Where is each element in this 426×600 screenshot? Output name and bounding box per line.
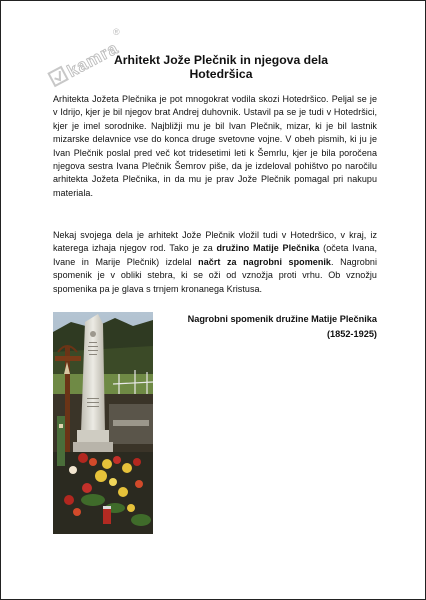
registered-mark: ® <box>113 27 120 37</box>
paragraph-2-text-2: (očeta Ivana, Ivane in Marije Plečnik) izdelal <box>53 243 377 267</box>
title-line-1: Arhitekt Jože Plečnik in njegova dela <box>113 53 329 67</box>
photo-caption <box>161 312 377 341</box>
title-line-2: Hotedršica <box>189 67 253 81</box>
caption-line-2: (1852-1925) <box>326 328 377 339</box>
paragraph-1: Arhitekta Jožeta Plečnika je pot mnogokrat vodila skozi Hotedršico. Peljal se je v Idrijo, kjer je bil njegov brat Andrej duhovnik. Ustavil pa se je tudi v Hotedršici, kjer je imel sorodnike. Najbližji mu je bil Ivan Plečnik, mizar, ki je bil lastnik mizarske delavnice vse do konca druge svetovne vojne. V obeh pismih, ki ju je Ivan Plečnik poslal pred več kot tridesetimi leti k Šemrlu, kjer je bila poročena njegova sestra Ivana Plečnik Šemrov piše, da je izdeloval pohištvo po naročilu arhitekta Jožeta Plečnika, in da mu je prav Jože Plečnik pomagal pri nakupu materiala. <box>53 94 377 198</box>
paragraph-2-bold-2: načrt za nagrobni spomenik <box>198 256 331 267</box>
caption-line-1: Nagrobni spomenik družine Matije Plečnika <box>187 314 377 324</box>
paragraph-2-text-1: Nekaj svojega dela je arhitekt Jože Plečnik vložil tudi v Hotedršico, v kraj, iz katerega izhaja njegov rod. Tako je za <box>53 230 377 254</box>
gravestone-photo <box>53 312 153 534</box>
paragraph-2-bold-1: družino Matije Plečnika <box>216 243 320 254</box>
logo-text: kamra <box>64 38 122 81</box>
paragraph-2 <box>53 229 377 296</box>
gravestone-photo-svg <box>53 312 153 534</box>
document-title <box>61 53 381 81</box>
paragraph-2-text-3: . Nagrobni spomenik je v obliki stebra, ki se oži od vznožja proti vrhu. Ob vznožju spomenika pa je glava s trnjem kronanega Kristusa. <box>53 256 378 294</box>
